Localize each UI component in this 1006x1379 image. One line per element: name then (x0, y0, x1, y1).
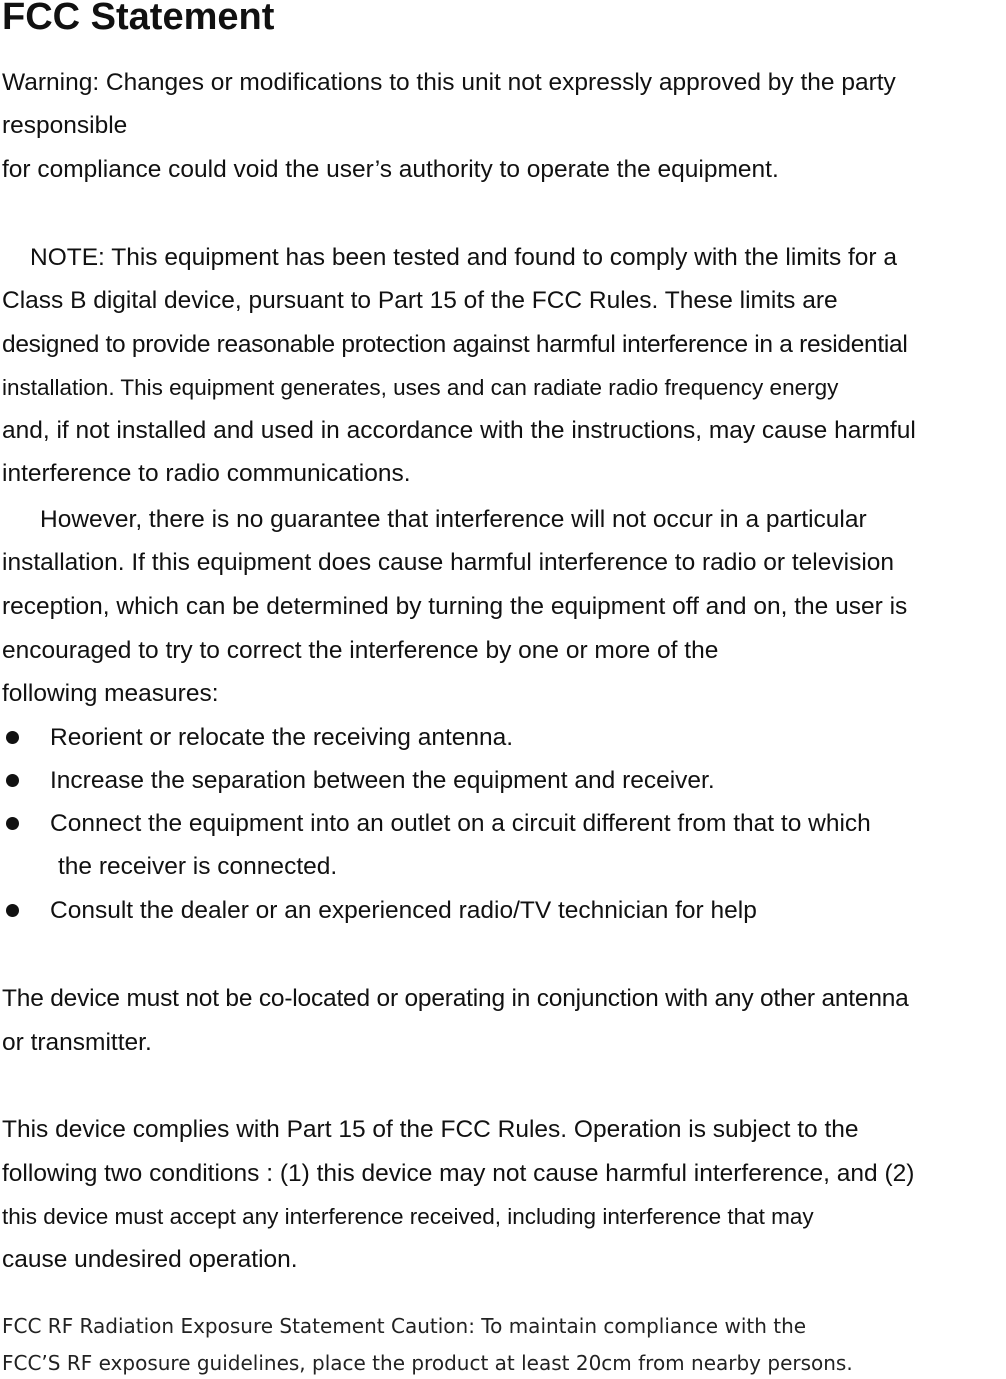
note-line-1: NOTE: This equipment has been tested and found to comply with the limits for a (30, 244, 898, 271)
bullet-icon (6, 774, 19, 787)
warning-line-3: for compliance could void the user’s authority to operate the equipment. (2, 156, 779, 183)
measure-item-4: Consult the dealer or an experienced radio/TV technician for help (50, 897, 757, 924)
bullet-icon (6, 817, 19, 830)
note-line-6: interference to radio communications. (2, 460, 411, 487)
measure-item-3: Connect the equipment into an outlet on a circuit different from that to which (50, 810, 871, 837)
bullet-icon (6, 904, 19, 917)
note-line-3: designed to provide reasonable protection against harmful interference in a residential (2, 331, 908, 358)
part15-line-3: this device must accept any interference received, including interference that may (2, 1204, 814, 1229)
measure-item-2: Increase the separation between the equipment and receiver. (50, 767, 715, 794)
however-line-1: However, there is no guarantee that interference will not occur in a particular (40, 506, 867, 533)
part15-line-1: This device complies with Part 15 of the FCC Rules. Operation is subject to the (2, 1116, 859, 1143)
rf-exposure-line-1: FCC RF Radiation Exposure Statement Caution: To maintain compliance with the (2, 1314, 807, 1338)
bullet-icon (6, 731, 19, 744)
warning-line-1: Warning: Changes or modifications to this unit not expressly approved by the party (2, 69, 896, 96)
part15-line-2: following two conditions : (1) this device may not cause harmful interference, and (2) (2, 1160, 915, 1187)
warning-line-2: responsible (2, 112, 128, 139)
note-line-2: Class B digital device, pursuant to Part 15 of the FCC Rules. These limits are (2, 287, 838, 314)
part15-line-4: cause undesired operation. (2, 1246, 298, 1273)
colocation-line-1: The device must not be co-located or operating in conjunction with any other antenna (2, 985, 909, 1012)
however-line-3: reception, which can be determined by turning the equipment off and on, the user is (2, 593, 908, 620)
measure-item-1: Reorient or relocate the receiving antenna. (50, 724, 514, 751)
however-line-5: following measures: (2, 680, 219, 707)
note-line-4: installation. This equipment generates, uses and can radiate radio frequency energy (2, 375, 839, 400)
note-line-5: and, if not installed and used in accordance with the instructions, may cause harmful (2, 417, 916, 444)
measure-item-3-continuation: the receiver is connected. (58, 853, 338, 880)
page-title: FCC Statement (2, 0, 275, 38)
however-line-2: installation. If this equipment does cause harmful interference to radio or television (2, 549, 895, 576)
rf-exposure-line-2: FCC’S RF exposure guidelines, place the product at least 20cm from nearby persons. (2, 1351, 853, 1375)
however-line-4: encouraged to try to correct the interference by one or more of the (2, 637, 719, 664)
colocation-line-2: or transmitter. (2, 1029, 152, 1056)
